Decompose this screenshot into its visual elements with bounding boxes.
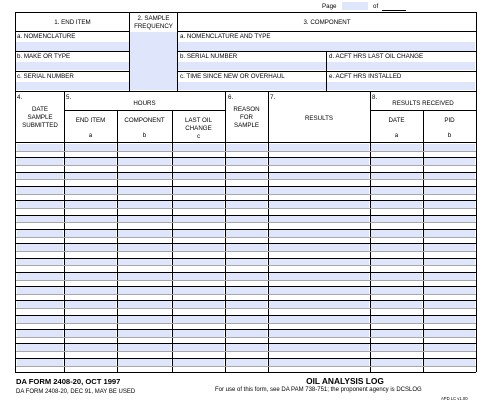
component-serial-field[interactable] bbox=[178, 62, 326, 70]
row-midline bbox=[16, 294, 476, 295]
reason-heading-3: SAMPLE bbox=[233, 122, 260, 129]
form-bottom-border bbox=[15, 372, 476, 373]
end-item-nomenclature-field[interactable] bbox=[16, 42, 129, 51]
row-divider bbox=[15, 286, 476, 287]
row-divider bbox=[15, 157, 476, 158]
row-divider bbox=[15, 243, 476, 244]
rule bbox=[15, 31, 129, 32]
row-midline bbox=[16, 208, 476, 209]
time-since-field[interactable] bbox=[178, 82, 326, 90]
col4-heading-1: DATE bbox=[31, 106, 49, 113]
date-col-heading: DATE bbox=[388, 117, 405, 124]
component-col-sub: b bbox=[142, 132, 147, 139]
page-label: Page bbox=[322, 3, 337, 10]
rule bbox=[15, 91, 476, 92]
col7-number: 7. bbox=[270, 94, 276, 101]
rule bbox=[177, 31, 476, 32]
row-divider bbox=[15, 200, 476, 201]
form-right-border bbox=[476, 12, 477, 372]
last-oil-sub: c bbox=[196, 133, 201, 140]
component-col-heading: COMPONENT bbox=[124, 117, 165, 124]
page-number-field[interactable] bbox=[342, 2, 368, 10]
row-midline bbox=[16, 337, 476, 338]
row-divider bbox=[15, 215, 476, 216]
col4-heading-2: SAMPLE bbox=[27, 114, 53, 121]
acft-last-oil-label: d. ACFT HRS LAST OIL CHANGE bbox=[329, 53, 424, 60]
acft-last-oil-field[interactable] bbox=[327, 62, 475, 70]
row-divider bbox=[15, 258, 476, 259]
end-item-make-field[interactable] bbox=[16, 62, 129, 70]
row-divider bbox=[15, 186, 476, 187]
row-midline bbox=[16, 237, 476, 238]
row-divider bbox=[15, 358, 476, 359]
form-left-border bbox=[15, 12, 16, 372]
row-midline bbox=[16, 194, 476, 195]
version-label: APD LC v1.00 bbox=[441, 396, 468, 401]
form-top-border bbox=[15, 12, 476, 13]
serial-number-b-label: b. SERIAL NUMBER bbox=[180, 53, 238, 60]
form-id: DA FORM 2408-20, OCT 1997 bbox=[16, 377, 121, 386]
col5-number: 5. bbox=[66, 94, 72, 101]
row-midline bbox=[16, 366, 476, 367]
row-midline bbox=[16, 151, 476, 152]
rule bbox=[326, 51, 327, 91]
component-heading: 3. COMPONENT bbox=[303, 19, 351, 26]
page-total-line bbox=[382, 10, 406, 11]
row-divider bbox=[15, 229, 476, 230]
results-received-heading: RESULTS RECEIVED bbox=[392, 100, 454, 107]
pid-col-sub: b bbox=[447, 132, 452, 139]
rule bbox=[15, 51, 129, 52]
form-title: OIL ANALYSIS LOG bbox=[306, 376, 384, 386]
last-oil-heading-2: CHANGE bbox=[185, 125, 212, 132]
results-heading: RESULTS bbox=[304, 115, 334, 122]
pid-col-heading: PID bbox=[444, 117, 455, 124]
of-label: of bbox=[373, 3, 379, 10]
sample-frequency-heading-1: 2. SAMPLE bbox=[137, 15, 170, 22]
row-midline bbox=[16, 251, 476, 252]
row-divider bbox=[15, 172, 476, 173]
end-item-serial-field[interactable] bbox=[16, 82, 129, 90]
row-divider bbox=[15, 343, 476, 344]
last-oil-heading-1: LAST OIL bbox=[184, 117, 213, 124]
row-divider bbox=[15, 300, 476, 301]
date-col-sub: a bbox=[394, 132, 399, 139]
hours-heading: HOURS bbox=[133, 100, 156, 107]
end-item-col-sub: a bbox=[88, 132, 93, 139]
acft-installed-field[interactable] bbox=[327, 82, 475, 90]
col8-number: 8. bbox=[372, 94, 378, 101]
reason-heading-1: REASON bbox=[233, 106, 260, 113]
row-divider bbox=[15, 329, 476, 330]
row-midline bbox=[16, 265, 476, 266]
row-divider bbox=[15, 315, 476, 316]
col4-number: 4. bbox=[17, 94, 23, 101]
row-midline bbox=[16, 351, 476, 352]
time-since-label: c. TIME SINCE NEW OR OVERHAUL bbox=[180, 73, 285, 80]
column-header-bottom bbox=[15, 142, 476, 143]
serial-number-c-label: c. SERIAL NUMBER bbox=[17, 73, 74, 80]
row-midline bbox=[16, 165, 476, 166]
reason-heading-2: FOR bbox=[239, 114, 254, 121]
end-item-heading: 1. END ITEM bbox=[54, 19, 91, 26]
row-midline bbox=[16, 222, 476, 223]
supersedes-note: DA FORM 2408-20, DEC 91, MAY BE USED bbox=[16, 389, 136, 395]
usage-note: For use of this form, see DA PAM 738-751; the proponent agency is DCSLOG bbox=[215, 387, 422, 393]
acft-installed-label: e. ACFT HRS INSTALLED bbox=[329, 73, 402, 80]
row-divider bbox=[15, 272, 476, 273]
nomenclature-label: a. NOMENCLATURE bbox=[17, 33, 76, 40]
col4-heading-3: SUBMITTED bbox=[22, 122, 58, 129]
row-midline bbox=[16, 179, 476, 180]
make-type-label: b. MAKE OR TYPE bbox=[17, 53, 71, 60]
rule bbox=[15, 71, 129, 72]
row-midline bbox=[16, 323, 476, 324]
row-midline bbox=[16, 308, 476, 309]
rule bbox=[64, 110, 225, 111]
end-item-col-heading: END ITEM bbox=[75, 117, 106, 124]
nomenclature-type-label: a. NOMENCLATURE AND TYPE bbox=[180, 33, 271, 40]
col6-number: 6. bbox=[228, 94, 234, 101]
component-nomenclature-field[interactable] bbox=[178, 42, 475, 51]
sample-frequency-heading-2: FREQUENCY bbox=[134, 23, 173, 30]
sample-frequency-field[interactable] bbox=[130, 32, 177, 90]
row-midline bbox=[16, 280, 476, 281]
